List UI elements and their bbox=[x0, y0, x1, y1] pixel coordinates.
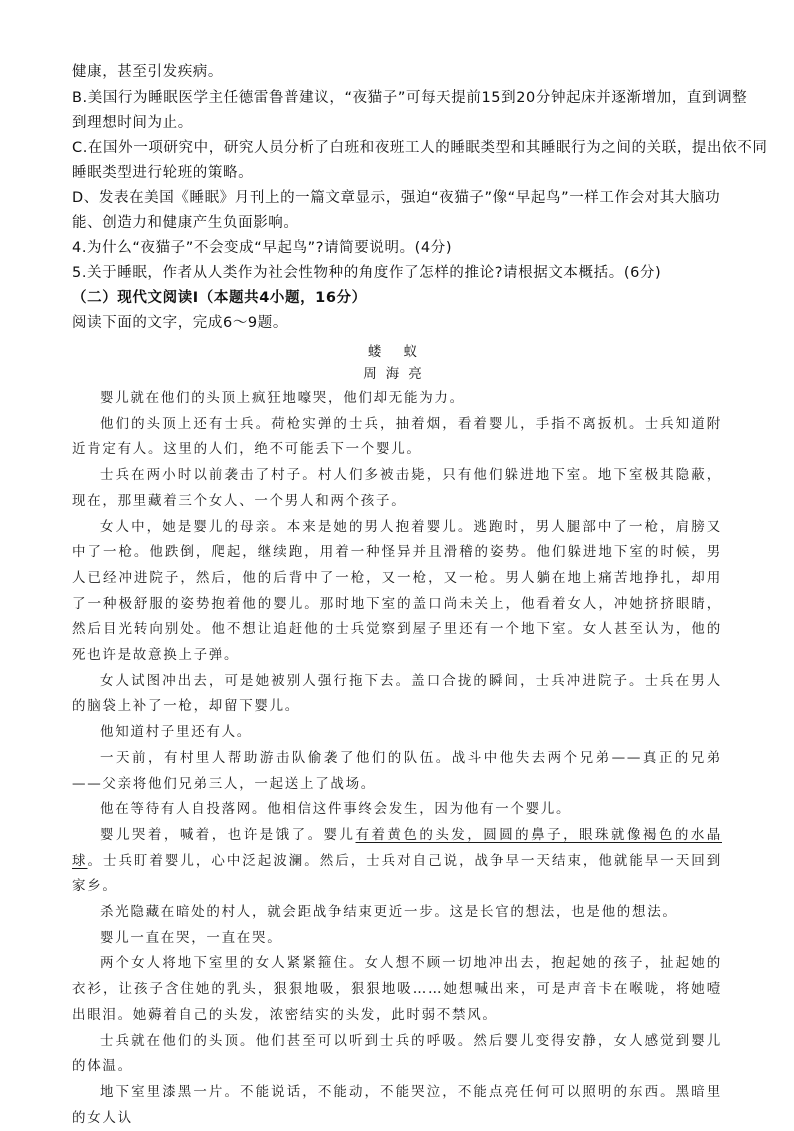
underlined-phrase: 有着黄色的头发，圆圆的鼻子，眼珠就像褐色的水晶球 bbox=[72, 826, 722, 869]
story-paragraph: 婴儿就在他们的头顶上疯狂地嚎哭，他们却无能为力。 bbox=[100, 390, 465, 406]
story-paragraph: 两个女人将地下室里的女人紧紧箍住。女人想不顾一切地冲出去，抱起她的孩子，扯起她的衣衫，让孩子含住她的乳头，狠狠地吸，狠狠地吸……她想喊出来，可是声音卡在喉咙，将她噎出眼泪。她薅着自己的头发，浓密结实的头发，此时弱不禁风。 bbox=[72, 955, 722, 1023]
question-4: 4.为什么“夜猫子”不会变成“早起鸟”?请简要说明。(4分) bbox=[72, 240, 453, 256]
story-paragraph: 他们的头顶上还有士兵。荷枪实弹的士兵，抽着烟，看着婴儿，手指不离扳机。士兵知道附近肯定有人。这里的人们，绝不可能丢下一个婴儿。 bbox=[72, 415, 722, 458]
story-paragraph: 婴儿哭着，喊着，也许是饿了。婴儿有着黄色的头发，圆圆的鼻子，眼珠就像褐色的水晶球。士兵盯着婴儿，心中泛起波澜。然后，士兵对自己说，战争早一天结束，他就能早一天回到家乡。 bbox=[72, 826, 722, 895]
option-c: C.在国外一项研究中，研究人员分析了白班和夜班工人的睡眠类型和其睡眠行为之间的关联，提出依不同 bbox=[72, 140, 768, 156]
story-paragraph: 他在等待有人自投落网。他相信这件事终会发生，因为他有一个婴儿。 bbox=[100, 801, 572, 818]
story-title: 蝼 蚁 bbox=[367, 344, 427, 360]
section-instruction: 阅读下面的文字，完成6～9题。 bbox=[72, 315, 288, 331]
story-paragraph: 一天前，有村里人帮助游击队偷袭了他们的队伍。战斗中他失去两个兄弟——真正的兄弟——父亲将他们兄弟三人，一起送上了战场。 bbox=[72, 749, 722, 792]
story-paragraph: 杀光隐藏在暗处的村人，就会距战争结束更近一步。这是长官的想法，也是他的想法。 bbox=[100, 904, 678, 921]
story-paragraph: 士兵就在他们的头顶。他们甚至可以听到士兵的呼吸。然后婴儿变得安静，女人感觉到婴儿的体温。 bbox=[72, 1032, 722, 1075]
story-paragraph: 他知道村子里还有人。 bbox=[100, 724, 252, 741]
story-author: 周海亮 bbox=[363, 366, 431, 382]
story-paragraph: 士兵在两小时以前袭击了村子。村人们多被击毙，只有他们躲进地下室。地下室极其隐蔽，现在，那里藏着三个女人、一个男人和两个孩子。 bbox=[72, 467, 722, 509]
question-5: 5.关于睡眠，作者从人类作为社会性物种的角度作了怎样的推论?请根据文本概括。(6分) bbox=[72, 265, 662, 281]
option-d: D、发表在美国《睡眠》月刊上的一篇文章显示，强迫“夜猫子”像“早起鸟”一样工作会对其大脑功 bbox=[72, 190, 721, 206]
option-c-continuation: 睡眠类型进行轮班的策略。 bbox=[72, 165, 254, 181]
option-b-continuation: 到理想时间为止。 bbox=[72, 115, 193, 131]
story-paragraph: 地下室里漆黑一片。不能说话，不能动，不能哭泣，不能点亮任何可以照明的东西。黑暗里的女人认 bbox=[72, 1083, 722, 1126]
option-d-continuation: 能、创造力和健康产生负面影响。 bbox=[72, 215, 299, 231]
option-a-continuation: 健康，甚至引发疾病。 bbox=[72, 64, 223, 80]
section-heading: （二）现代文阅读Ⅰ（本题共4小题，16分） bbox=[72, 290, 367, 306]
story-paragraph: 女人中，她是婴儿的母亲。本来是她的男人抱着婴儿。逃跑时，男人腿部中了一枪，肩膀又中了一枪。他跌倒，爬起，继续跑，用着一种怪异并且滑稽的姿势。他们躲进地下室的时候，男人已经冲进院子，然后，他的后背中了一枪，又一枪，又一枪。男人躺在地上痛苦地挣扎，却用了一种极舒服的姿势抱着他的婴儿。那时地下室的盖口尚未关上，他看着女人，冲她挤挤眼睛，然后目光转向别处。他不想让追赶他的士兵觉察到屋子里还有一个地下室。女人甚至认为，他的死也许是故意换上子弹。 bbox=[72, 518, 722, 664]
option-b: B.美国行为睡眠医学主任德雷鲁普建议，“夜猫子”可每天提前15到20分钟起床并逐渐增加，直到调整 bbox=[72, 90, 748, 106]
story-paragraph: 女人试图冲出去，可是她被别人强行拖下去。盖口合拢的瞬间，士兵冲进院子。士兵在男人的脑袋上补了一枪，却留下婴儿。 bbox=[72, 672, 722, 715]
story-paragraph: 婴儿一直在哭，一直在哭。 bbox=[100, 929, 283, 946]
story-body bbox=[72, 386, 722, 1131]
